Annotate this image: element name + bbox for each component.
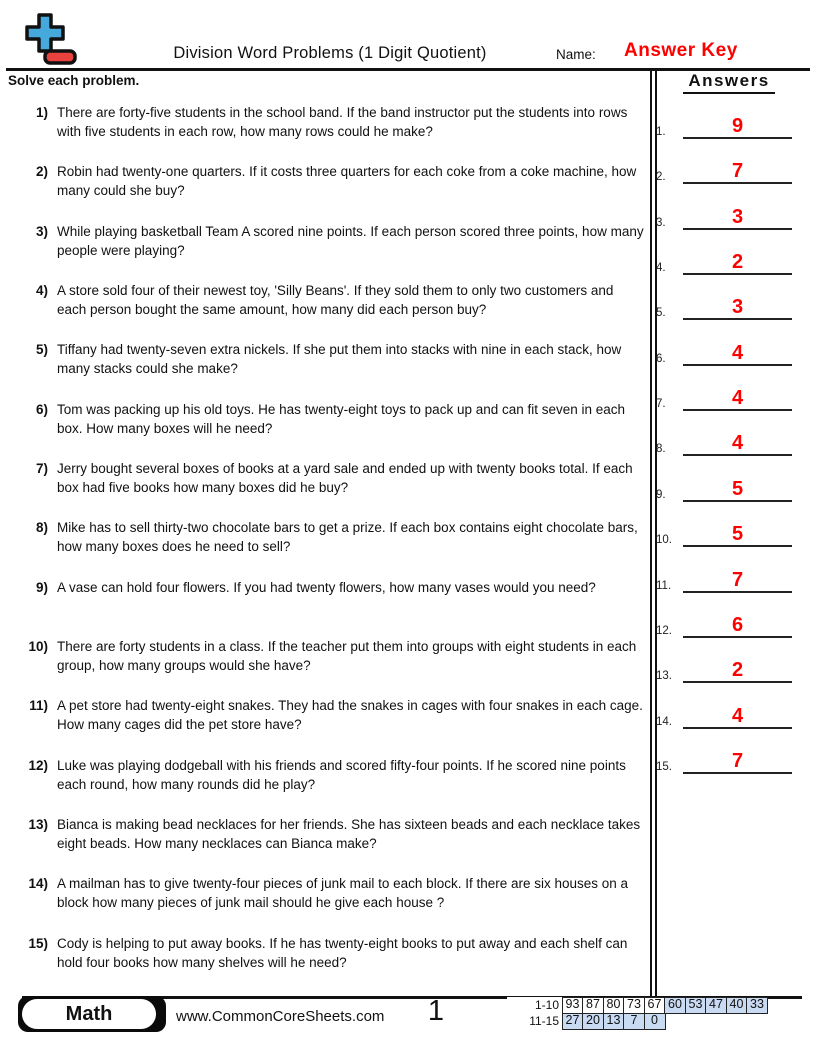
- score-row-label: 1-10: [507, 997, 563, 1014]
- score-cell: 67: [644, 997, 666, 1014]
- score-table: [507, 997, 768, 1030]
- answer-blank-line: [683, 649, 792, 683]
- answer-item: [656, 649, 792, 683]
- answer-item: [656, 559, 792, 593]
- score-cell: 27: [562, 1013, 584, 1030]
- answer-item: [656, 196, 792, 230]
- problem-number: 8): [35, 520, 48, 535]
- answers-heading: Answers: [658, 71, 800, 94]
- problem-text: A mailman has to give twenty-four pieces of junk mail to each block. If there are six houses on a block how many pieces of junk mail should he give each house ?: [57, 876, 629, 910]
- score-cell: 80: [603, 997, 625, 1014]
- answer-item: [656, 422, 792, 456]
- answer-value: 5: [731, 523, 744, 545]
- answer-number: 12.: [656, 625, 672, 637]
- score-row: [507, 1013, 768, 1030]
- problem-number: 1): [35, 105, 48, 120]
- answer-item: [656, 377, 792, 411]
- problem-text: Tom was packing up his old toys. He has twenty-eight toys to pack up and can fit seven in each box. How many boxes will he need?: [57, 402, 626, 436]
- answer-number: 10.: [656, 534, 672, 546]
- answer-number: 11.: [656, 580, 672, 592]
- answer-value: 4: [731, 387, 744, 409]
- answer-number: 5.: [656, 307, 666, 319]
- answer-item: [656, 105, 792, 139]
- problem-number: 14): [28, 876, 48, 891]
- answer-value: 3: [731, 206, 744, 228]
- answer-blank-line: [683, 422, 792, 456]
- answer-value: 3: [731, 296, 744, 318]
- problem-number: 11): [29, 698, 48, 713]
- answer-key-text: Answer Key: [624, 40, 738, 61]
- answer-blank-line: [683, 150, 792, 184]
- answer-number: 8.: [656, 443, 666, 455]
- answer-blank-line: [683, 196, 792, 230]
- answer-item: [656, 468, 792, 502]
- problem-number: 2): [35, 164, 48, 179]
- answer-item: [656, 513, 792, 547]
- answer-value: 4: [731, 432, 744, 454]
- problem-number: 9): [35, 580, 48, 595]
- problem-text: There are forty students in a class. If the teacher put them into groups with eight students in each group, how many groups would she have?: [57, 639, 637, 673]
- answer-number: 13.: [656, 670, 672, 682]
- answer-number: 9.: [656, 489, 666, 501]
- answer-value: 7: [731, 160, 744, 182]
- answer-number: 15.: [656, 761, 672, 773]
- answer-value: 7: [731, 750, 744, 772]
- answer-value: 6: [731, 614, 744, 636]
- worksheet-title: Division Word Problems (1 Digit Quotient): [173, 44, 487, 62]
- score-cell: 0: [644, 1013, 666, 1030]
- answer-number: 3.: [656, 217, 666, 229]
- score-cell: 20: [582, 1013, 604, 1030]
- answer-number: 1.: [656, 126, 666, 138]
- score-cell: 53: [685, 997, 707, 1014]
- score-cell: 13: [603, 1013, 625, 1030]
- problem-text: A store sold four of their newest toy, 'Silly Beans'. If they sold them to only two customers and each person bought the same amount, how many did each person buy?: [57, 283, 614, 317]
- answer-item: [656, 604, 792, 638]
- answer-value: 4: [731, 342, 744, 364]
- answer-item: [656, 332, 792, 366]
- score-cell: 87: [582, 997, 604, 1014]
- answer-blank-line: [683, 332, 792, 366]
- problem-text: A pet store had twenty-eight snakes. They had the snakes in cages with four snakes in each cage. How many cages did the pet store have?: [57, 698, 643, 732]
- problem-text: Luke was playing dodgeball with his friends and scored fifty-four points. If he scored nine points each round, how many rounds did he play?: [57, 758, 626, 792]
- instruction-text: Solve each problem.: [8, 73, 140, 88]
- problem-text: Cody is helping to put away books. If he has twenty-eight books to put away and each shelf can hold four books how many shelves will he need?: [57, 936, 628, 970]
- answer-value: 2: [731, 251, 744, 273]
- answer-number: 6.: [656, 353, 666, 365]
- problem-number: 4): [35, 283, 48, 298]
- score-cell: 60: [664, 997, 686, 1014]
- answer-number: 2.: [656, 171, 666, 183]
- problem-text: A vase can hold four flowers. If you had twenty flowers, how many vases would you need?: [57, 580, 596, 595]
- problem-number: 5): [35, 342, 48, 357]
- score-cell: 40: [726, 997, 748, 1014]
- page-number: 1: [427, 995, 445, 1027]
- website-url: www.CommonCoreSheets.com: [176, 1008, 385, 1025]
- answer-number: 4.: [656, 262, 666, 274]
- answer-blank-line: [683, 559, 792, 593]
- name-label: Name:: [556, 47, 596, 62]
- problem-number: 6): [35, 402, 48, 417]
- problem-text: Robin had twenty-one quarters. If it costs three quarters for each coke from a coke machine, how many could she buy?: [57, 164, 637, 198]
- math-badge: [18, 996, 166, 1032]
- score-cell: 7: [623, 1013, 645, 1030]
- answer-blank-line: [683, 695, 792, 729]
- answer-item: [656, 286, 792, 320]
- answer-blank-line: [683, 286, 792, 320]
- score-cell: 73: [623, 997, 645, 1014]
- problem-number: 3): [35, 224, 48, 239]
- answer-number: 7.: [656, 398, 666, 410]
- score-row-label: 11-15: [507, 1013, 563, 1030]
- problem-text: Jerry bought several boxes of books at a yard sale and ended up with twenty books total. If each box had five books how many boxes did he buy?: [57, 461, 633, 495]
- problem-text: Mike has to sell thirty-two chocolate bars to get a prize. If each box contains eight chocolate bars, how many boxes does he need to sell?: [57, 520, 638, 554]
- answer-value: 9: [731, 115, 744, 137]
- subject-label: Math: [22, 999, 156, 1029]
- problem-number: 10): [28, 639, 48, 654]
- answer-value: 7: [731, 569, 744, 591]
- answer-number: 14.: [656, 716, 672, 728]
- problem-number: 13): [28, 817, 48, 832]
- answer-item: [656, 740, 792, 774]
- score-cell: 33: [746, 997, 768, 1014]
- problem-text: While playing basketball Team A scored nine points. If each person scored three points, how many people were playing?: [57, 224, 644, 258]
- problem-number: 7): [35, 461, 48, 476]
- problem-text: Bianca is making bead necklaces for her friends. She has sixteen beads and each necklace takes eight beads. How many necklaces can Bianca make?: [57, 817, 641, 851]
- answer-blank-line: [683, 740, 792, 774]
- answer-value: 4: [731, 705, 744, 727]
- score-cell: 47: [705, 997, 727, 1014]
- answer-item: [656, 241, 792, 275]
- answer-item: [656, 695, 792, 729]
- answer-blank-line: [683, 377, 792, 411]
- problem-text: Tiffany had twenty-seven extra nickels. If she put them into stacks with nine in each stack, how many stacks could she make?: [57, 342, 622, 376]
- answer-value: 5: [731, 478, 744, 500]
- answer-blank-line: [683, 105, 792, 139]
- answer-blank-line: [683, 513, 792, 547]
- score-cell: 93: [562, 997, 584, 1014]
- answer-blank-line: [683, 241, 792, 275]
- problem-number: 15): [28, 936, 48, 951]
- answer-value: 2: [731, 659, 744, 681]
- problem-number: 12): [28, 758, 48, 773]
- answer-blank-line: [683, 468, 792, 502]
- problem-text: There are forty-five students in the school band. If the band instructor put the students into rows with five students in each row, how many rows could he make?: [57, 105, 628, 139]
- answer-blank-line: [683, 604, 792, 638]
- score-row: [507, 997, 768, 1014]
- answer-item: [656, 150, 792, 184]
